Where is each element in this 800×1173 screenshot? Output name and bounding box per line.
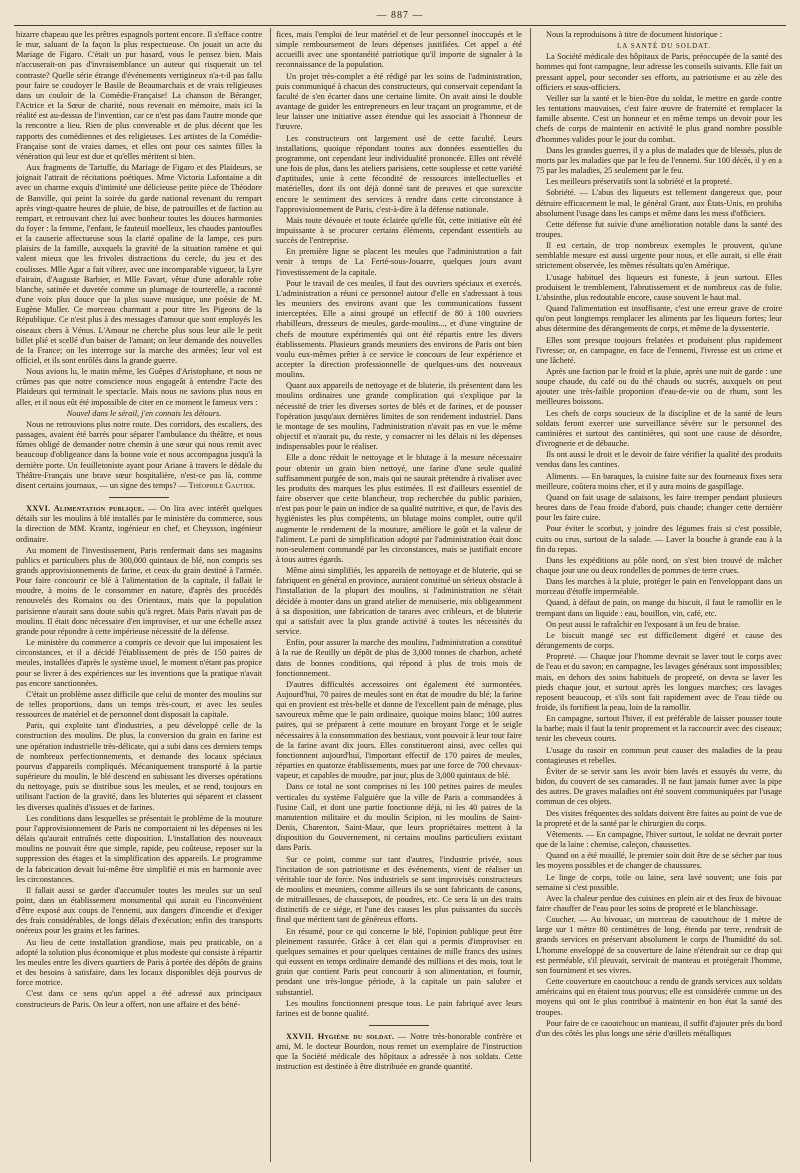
paragraph: Aux fragments de Tartuffe, du Mariage de Figaro et des Plaideurs, se joignait l'attrait de récitations poétiques. Mme Victoria Lafontaine a dit avec un charme exquis d'intimité une délicieuse petite pièce de Théodore de Banville, qui peint la soirée du garde national revenant du rempart après vingt-quatre heures de pluie, de bise, de patrouilles et de faction au rempart, et retrouvant chez lui avec bonheur toutes les douces harmonies du foyer : la femme, l'enfant, le fauteuil moelleux, les chaudes pantoufles et la causerie affectueuse sous la clarté opaline de la lampe, ces purs plaisirs de la famille, auxquels la gravité de la situation ramène et qui valent mieux que les frivoles distractions du cercle, du jeu et des coulisses. Mlle Agar a fait vibrer, avec une incomparable vigueur, la Lyre d'airain, d'Auguste Barbier, et Mlle Favart, vêtue d'une adorable robe blanche, satinée et duvetée comme un plumage de tourterelle, a raconté d'une voix plus douce que la plus suave musique, une poésie de M. Eugène Muller. Ce morceau charmant a pour titre les Pigeons de la République. Ce n'est plus à des messages d'amour que sont employés les oiseaux chers à Vénus. L'Amour ne cherche plus sous leur aile le petit billet plié et scellé d'un baiser de l'amant; on leur demande des nouvelles de la France; on les interroge sur la marche des armées; leur vol est officiel, et ils sont enrôlés dans la grande guerre. (16, 163, 262, 365)
paragraph: Le ministère du commerce a compris ce devoir que lui imposaient les circonstances, et il a décidé l'établissement de près de 150 paires de meules, installées d'après le système usuel, le moment n'étant pas propice pour se livrer à des expériences sur les inventions que la pratique n'avait pas encore sanctionnées. (16, 638, 262, 688)
paragraph: Mais toute dévouée et toute éclairée qu'elle fût, cette initiative eût été impuissante à se procurer certains éléments, cependant essentiels au succès de l'entreprise. (276, 215, 522, 246)
paragraph: L'usage habituel des liqueurs est funeste, à jeun surtout. Elles produisent le tremblement, l'abrutissement et de nombreux cas de folie. L'absinthe, plus redoutable encore, cause souvent le haut mal. (536, 272, 782, 302)
paragraph: Coucher. — Au bivouac, un morceau de caoutchouc de 1 mètre de large sur 1 mètre 80 centimètres de long, étendu par terre, rendrait de grands services en préservant absolument le corps de l'humidité du sol. L'homme enveloppé de sa couverture de laine n'étendrait sur ce drap qui est perméable, s'il pleuvait, servirait de manteau et protégerait l'homme, son fourniment et ses vivres. (536, 915, 782, 975)
paragraph: Après une faction par le froid et la pluie, après une nuit de garde : une soupe chaude, du café ou du thé chauds ou sucrés, auxquels on peut ajouter une très-faible proportion d'eau-de-vie ou de rhum, sont les meilleures boissons. (536, 367, 782, 407)
paragraph: Des visites fréquentes des soldats doivent être faites au point de vue de la propreté et de la santé par le chirurgien du corps. (536, 808, 782, 828)
paragraph-text: — On lira avec intérêt quelques détails sur les moulins à blé installés par le ministère du commerce, sous la direction de MM. Krantz, ingénieur en chef, et Cheysson, ingénieur ordinaire. (16, 504, 262, 544)
paragraph-text: Nous ne retrouvions plus notre route. Des corridors, des escaliers, des passages, avaient été barrés pour séparer l'ambulance du théâtre, et nous fûmes obligé de demander notre chemin à une sœur qui nous remit avec beaucoup d'obligeance dans la bonne voie et nous accompagna jusqu'à la dernière porte. Un feuilletoniste ayant pour Ariane à travers le dédale du Théâtre-Français une brave sœur hospitalière, n'est-ce pas là, comme disent certains journaux, — un signe des temps? (16, 419, 262, 490)
paragraph: Pour le travail de ces meules, il faut des ouvriers spéciaux et exercés. L'administration a réuni ce personnel autour d'elle en s'adressant à tous les meuniers des environs avant que les communications fussent interceptées. Elle a ainsi groupé un effectif de 80 à 100 ouvriers rhabilleurs, dresseurs de meules, garde-moulins..., et d'une vingtaine de chefs de mouture expérimentés qui ont été répartis entre les divers établissements. Plusieurs grands meuniers des environs de Paris ont bien voulu eux-mêmes prêter à ce service le concours de leur expérience et accepter la direction professionnelle de quelques-uns des nouveaux moulins. (276, 278, 522, 380)
paragraph: En première ligne se placent les meules que l'administration a fait venir à temps de La Ferté-sous-Jouarre, quelques jours avant l'investissement de la capitale. (276, 247, 522, 277)
paragraph: Les conditions dans lesquelles se présentait le problème de la mouture pour l'approvisionnement de Paris ne comportaient ni les dépenses ni les délais qu'aurait entraînés cette disposition. L'installation des nouveaux moulins ne pouvait être que simple, rapide, peu coûteuse, reposer sur la suppression des étages et la simplification des appareils. Le programme de la fabrication devait lui-même être simplifié et mis en harmonie avec les circonstances. (16, 813, 262, 884)
paragraph: On peut aussi le rafraîchir en l'exposant à un feu de braise. (546, 619, 741, 629)
paragraph: Au moment de l'investissement, Paris renfermait dans ses magasins publics et particuliers plus de 300,000 quintaux de blé, non compris ses grands approvisionnements de farine, et ceux du grain destiné à l'armée. Pour faire concourir ce blé à l'alimentation de la capitale, il fallait le moudre, à moins de le consommer en nature, d'après des procédés renouvelés des Romains ou des Orientaux, mais que la population parisienne n'aurait sans doute subis qu'à regret. Mais Paris n'avait pas de moulins. Il était donc nécessaire d'en improviser, et sur une échelle assez grande pour répondre à cette impérieuse nécessité de la défense. (16, 545, 262, 636)
paragraph: Dans les grandes guerres, il y a plus de malades que de blessés, plus de morts par les maladies que par le feu de l'ennemi. Sur 100 décès, il y en a 75 par les maladies, 25 seulement par le feu. (536, 145, 782, 176)
paragraph: Nous la reproduisons à titre de document historique : (546, 30, 723, 39)
paragraph: Quand on fait usage de salaisons, les faire tremper pendant plusieurs heures dans de l'eau froide d'abord, puis chaude; changer cette dernière pour les faire cuire. (536, 492, 782, 523)
paragraph: C'était un problème assez difficile que celui de monter des moulins sur de telles proportions, dans un temps très-court, et avec les seules ressources de matériel et de personnel dont disposait la capitale. (16, 689, 262, 720)
paragraph: Elles sont presque toujours frelatées et produisent plus rapidement l'ivresse; or, en campagne, en face de l'ennemi, l'ivresse est un crime et une lâcheté. (536, 335, 782, 365)
paragraph: Ils ont aussi le droit et le devoir de faire vérifier la qualité des produits vendus dans les cantines. (536, 450, 782, 470)
paragraph: Sur ce point, comme sur tant d'autres, l'industrie privée, sous l'incitation de son patriotisme et des événements, vient de réaliser un véritable tour de force. Nos industriels se sont improvisés constructeurs de moulins et meuniers, comme ailleurs ils se sont fabricants de canons, de mitrailleuses, de chassepots, de poudres, etc. Ce sera là un des traits distinctifs de ce siége, et l'une des causes les plus puissantes du succès final que méritent tant de généreux efforts. (276, 854, 522, 925)
paragraph-text: — Notre très-honorable confrère et ami, M. le docteur Bourdon, nous remet un exemplaire de l'instruction que la Société médicale des hôpitaux a adressée à nos soldats. Cette instruction est destinée à être distribuée en grande quantité. (276, 1032, 522, 1072)
paragraph: Pour éviter le scorbut, y joindre des légumes frais si c'est possible, cuits ou crus, surtout de la salade. — Laver la bouche à grande eau à la fin du repas. (536, 524, 782, 554)
article-title: LA SANTÉ DU SOLDAT. (617, 42, 711, 51)
paragraph: Un projet très-complet a été rédigé par les soins de l'administration, puis communiqué à chacun des constructeurs, qui conservait cependant la faculté de s'en écarter dans une certaine limite. On avait ainsi le double avantage de guider les entrepreneurs en leur traçant un programme, et de leur laisser une initiative assez étendue qui les associait à l'honneur de l'œuvre. (276, 71, 522, 132)
header-rule (14, 25, 786, 26)
paragraph: bizarre chapeau que les prêtres espagnols portent encore. Il s'efface contre le mur, saluant de la façon la plus respectueuse. On jouait un acte du Mariage de Figaro. C'était un pur hasard, vous le pensez bien. Mais n'accuserait-on pas d'invraisemblance un auteur qui risquerait un tel contraste? Quelle série étrange d'événements vertigineux n'a-t-il pas fallu pour faire se coudoyer le Basile de Beaumarchais et de vrais religieuses dans un couloir de la Comédie-Française! La chanson de Béranger, l'Actrice et la Sœur de charité, nous revenait en mémoire, mais ici la réalité est au-dessus de l'invention, car ce n'est pas dans l'autre monde que la rencontre a lieu. Rien de plus convenable et de plus décent que les rapports des comédiennes et des religieuses. Les artistes de la Comédie-Française sont de vraies dames, et elles ont pour ces saintes filles la vénération qui leur est due et qu'elles méritent si bien. (16, 30, 262, 161)
section-lead (276, 1032, 522, 1073)
paragraph: Cette couverture en caoutchouc a rendu de grands services aux soldats américains qui en étaient tous pourvus; elle est considérée comme un des moyens qui ont le plus contribué à maintenir en bon état la santé des troupes. (536, 977, 782, 1017)
paragraph: fices, mais l'emploi de leur matériel et de leur personnel inoccupés et le simple remboursement de leurs dépenses justifiées. Cet appel a été accueilli avec une spontanéité patriotique qu'il importe de signaler à la reconnaissance de la population. (276, 30, 522, 70)
paragraph: Veiller sur la santé et le bien-être du soldat, le mettre en garde contre les tentations mauvaises, c'est faire œuvre de fraternité et remplacer la famille absente. C'est un honneur et en même temps un devoir pour les chefs de corps de maintenir en activité le plus grand nombre possible d'hommes valides pour le jour du combat. (536, 93, 782, 144)
column-divider (530, 28, 531, 1162)
section-lead (16, 504, 262, 545)
paragraph: Les chefs de corps soucieux de la discipline et de la santé de leurs soldats feront exercer une surveillance sévère sur le personnel des cantinières et surtout des cantinières, qui sont une cause de désordre, d'ivrognerie et de débauche. (536, 408, 782, 449)
paragraph: Même ainsi simplifiés, les appareils de nettoyage et de bluterie, qui se fabriquent en général en province, auraient constitué un sérieux obstacle à l'installation de la plupart des moulins, si l'administration ne s'était décidée à monter dans un grand atelier de menuiserie, mis obligeamment à sa disposition, une fabrication de tarares avec cribleurs, et de bluterie qui a satisfait avec la plus grande activité à toutes les nécessités du service. (276, 566, 522, 637)
paragraph: D'autres difficultés accessoires ont également été surmontées. Aujourd'hui, 70 paires de meules sont en état de moudre du blé; la farine qui en provient est très-belle et donne de l'excellent pain de ménage, plus savoureux même que le pain ordinaire, quoique moins blanc; 100 autres paires, qui se préparent à cette mouture en broyant l'orge et le seigle nécessaires à la consommation des bestiaux, vont pouvoir à leur tour faire de la farine avant dix jours. Elles constitueront ainsi, avec celles qui fonctionnent aujourd'hui, l'important effectif de 170 paires de meules, réparties en quatorze établissements, mues par une force de 700 chevaux-vapeur, et capables de moudre, par jour, plus de 3,000 quintaux de blé. (276, 679, 522, 781)
paragraph: Avec la chaleur perdue des cuisines en plein air et des feux de bivouac faire chauffer de l'eau pour les soins de propreté et le blanchissage. (536, 893, 782, 913)
page-header (14, 6, 786, 26)
paragraph: Elle a donc réduit le nettoyage et le blutage à la mesure nécessaire pour obtenir un grain bien nettoyé, une farine d'une seule qualité suffisamment purgée de son, mais qui ne saurait prétendre à rivaliser avec les produits des marques les plus estimées. Il est d'ailleurs essentiel de faire observer que cette blancheur, trop recherchée du public parisien, n'est pas pour le pain un indice de sa qualité nutritive, et que, de l'avis des hygiénistes les plus compétents, un blutage moins complet, outre qu'il augmente le rendement de la mouture, améliore le goût et la valeur de l'aliment. Le parti de simplification adopté par l'administration était donc non-seulement commandé par les circonstances, mais se justifiait encore à tous autres égards. (276, 453, 522, 564)
newspaper-page (14, 6, 786, 1166)
section-title: XXVII. Hygiène du soldat. (286, 1032, 395, 1041)
paragraph: Le linge de corps, toile ou laine, sera lavé souvent; une fois par semaine si c'est possible. (536, 872, 782, 892)
paragraph: C'est dans ce sens qu'un appel a été adressé aux principaux constructeurs de Paris. On leur a offert, non une affaire et des béné- (16, 989, 262, 1009)
paragraph (16, 420, 262, 491)
paragraph: Cette défense fut suivie d'une amélioration notable dans la santé des troupes. (536, 219, 782, 239)
section-separator (369, 1025, 429, 1026)
column-2 (276, 30, 522, 1160)
section-separator (109, 497, 169, 498)
paragraph: Enfin, pour assurer la marche des moulins, l'administration a constitué à la rue de Reuilly un dépôt de plus de 3,000 tonnes de charbon, acheté dans de bonnes conditions, qui répond à plus de trois mois de fonctionnement. (276, 638, 522, 678)
verse-quote: Nouvel dans le sérail, j'en connais les détours. (66, 408, 222, 418)
column-divider (270, 28, 271, 1162)
paragraph: Les moulins fonctionnent presque tous. Le pain fabriqué avec leurs farines est de bonne qualité. (276, 998, 522, 1018)
paragraph: Propreté. — Chaque jour l'homme devrait se laver tout le corps avec de l'eau et du savon; en campagne, les lavages généraux sont impossibles; mais, en dehors des soins habituels de propreté, on devra se laver les pieds chaque jour, et surtout après les longues marches; ces lavages reposent beaucoup, et s'ils sont fait rapidement avec de l'eau tiède ou froide, ils fortifient la peau, loin de la ramollir. (536, 652, 782, 712)
paragraph: En campagne, surtout l'hiver, il est préférable de laisser pousser toute la barbe; mais il faut la tenir proprement et la raccourcir avec des ciseaux; tenir les cheveux courts. (536, 714, 782, 744)
paragraph: Quand l'alimentation est insuffisante, c'est une erreur grave de croire qu'on peut longtemps remplacer les aliments par les liqueurs fortes; leur abus détermine des dérangements de corps, et même de la dyssenterie. (536, 304, 782, 334)
paragraph: L'usage du rasoir en commun peut causer des maladies de la peau contagieuses et rebelles. (536, 745, 782, 765)
column-3 (536, 30, 782, 1160)
paragraph: Quant aux appareils de nettoyage et de bluterie, ils présentent dans les moulins ordinaires une grande complication qui s'explique par la nécessité de trier les diverses sortes de blés et de farines, et de pousser l'opération jusqu'aux dernières limites de son rendement industriel. Dans le montage de ses moulins, l'administration n'avait pas en vue le même objectif et n'aurait pu, du reste, y consacrer ni les délais ni les dépenses indispensables pour le réaliser. (276, 381, 522, 452)
paragraph: Paris, qui exploite tant d'industries, a peu développé celle de la construction des moulins. De plus, la conversion du grain en farine est une opération industrielle très-délicate, qui a subi dans ces derniers temps de nombreux perfectionnements, et demande des locaux spéciaux pourvus d'appareils compliqués. Mécaniquement transporté à la partie supérieure du moulin, le blé descend en subissant les diverses opérations du nettoyage, puis se distribue sous les meules, et se rend, toujours en utilisant l'action de la gravité, dans les bluteries qui séparent et classent les diverses qualités d'issues et de farines. (16, 721, 262, 812)
paragraph: Les constructeurs ont largement usé de cette faculté. Leurs installations, quoique répondant toutes aux données essentielles du programme, ont cependant leur individualité prononcée. Elles ont révélé une fois de plus, dans les ateliers parisiens, cette souplesse et cette variété d'aptitudes, unie à cette fécondité de ressources intellectuelles et matérielles, dont ils ont déjà donné tant de preuves et que surexcite encore le sentiment des services à rendre dans cette circonstance à l'approvisionnement de Paris, c'est-à-dire à la défense nationale. (276, 133, 522, 214)
paragraph: Vêtements. — En campagne, l'hiver surtout, le soldat ne devrait porter que de la laine : chemise, caleçon, chaussettes. (536, 829, 782, 850)
paragraph: Dans les expéditions au pôle nord, on s'est bien trouvé de mâcher chaque jour une ou deux rondelles de pommes de terre crues. (536, 555, 782, 575)
paragraph: Dans ce total ne sont comprises ni les 100 petites paires de meules verticales du système Falguière que la ville de Paris a commandées à l'usine Cail, et dont une partie fonctionne déjà, ni les 40 paires de la manutention militaire et du moulin Scipion, ni les moulins de Saint-Denis, Charenton, Saint-Maur, que leurs propriétaires mettent à la disposition du Gouvernement, ni certains moulins particuliers existant dans Paris. (276, 782, 522, 853)
column-1 (16, 30, 262, 1160)
paragraph: Au lieu de cette installation grandiose, mais peu praticable, on a adopté la solution plus économique et plus modeste qui consiste à répartir les meules entre les divers quartiers de Paris à portée des dépôts de grains et des besoins à satisfaire, dans les locaux disponibles déjà pourvus de force motrice. (16, 937, 262, 988)
paragraph: Il fallait aussi se garder d'accumuler toutes les meules sur un seul point, dans un établissement monumental qui aurait eu l'inconvénient d'être exposé aux coups de l'ennemi, aux dangers d'incendie et d'exiger des frais considérables, de longs délais d'exécution; enfin des transports onéreux pour les grains et les farines. (16, 885, 262, 936)
paragraph: La Société médicale des hôpitaux de Paris, préoccupée de la santé des hommes qui font campagne, leur adresse les conseils suivants. Elle fait un pressant appel, pour seconder ses efforts, au patriotisme et au zèle des officiers et sous-officiers. (536, 52, 782, 92)
paragraph: Le biscuit mangé sec est difficilement digéré et cause des dérangements de corps. (536, 630, 782, 651)
page-number: — 887 — (376, 10, 424, 21)
paragraph: Il est certain, de trop nombreux exemples le prouvent, qu'une semblable mesure est aussi urgente pour nous, et elle aurait, si elle était strictement observée, les mêmes résultats qu'en Amérique. (536, 241, 782, 271)
paragraph: Nous avions lu, le matin même, les Guêpes d'Aristophane, et nous ne crûmes pas que notre conscience nous engageât à entendre l'acte des Plaideurs qui terminait le spectacle. Mais nous ne savions plus nous en aller, et il nous eût été impossible de citer en ce moment le fameux vers : (16, 367, 262, 407)
section-title: XXVI. Alimentation publique. (26, 504, 145, 514)
paragraph: Les meilleurs préservatifs sont la sobriété et la propreté. (546, 177, 732, 187)
paragraph: Pour faire de ce caoutchouc un manteau, il suffit d'ajouter près du bord d'un des côtés les plus longs une série d'œillets métalliques (536, 1018, 782, 1038)
paragraph: Aliments. — En baraques, la cuisine faite sur des fourneaux fixes sera meilleure, coûtera moins cher, et il y aura moins de gaspillage. (536, 471, 782, 491)
paragraph: Dans les marches à la pluie, protéger le pain en l'enveloppant dans un morceau d'étoffe imperméable. (536, 577, 782, 597)
paragraph: En résumé, pour ce qui concerne le blé, l'opinion publique peut être pleinement rassurée. Grâce à cet élan qui a permis d'improviser en quelques semaines et pour quelques centaines de mille francs des usines qui eussent en temps ordinaire demandé des millions et des mois, tout le grain que contient Paris peut concourir à son alimentation, et fournir, pendant une très-longue période, à la capitale un pain salubre et substantiel. (276, 926, 522, 997)
paragraph: Sobriété. — L'abus des liqueurs est tellement dangereux que, pour détruire efficacement le mal, le général Grant, aux États-Unis, en prohiba absolument l'usage dans les camps et même dans les mess d'officiers. (536, 188, 782, 218)
author-signature: — Théophile Gautier. (178, 480, 256, 490)
paragraph: Quand on a été mouillé, le premier soin doit être de se sécher par tous les moyens possibles et de changer de chaussures. (536, 851, 782, 871)
paragraph: Quand, à défaut de pain, on mange du biscuit, il faut le ramollir en le trempant dans un liquide : eau, bouillon, vin, café, etc. (536, 598, 782, 618)
paragraph: Éviter de se servir sans les avoir bien lavés et essuyés du verre, du bidon, du couvert de ses camarades. Il ne faut jamais fumer avec la pipe des autres. De graves maladies ont été souvent communiquées par l'usage commun de ces objets. (536, 766, 782, 807)
